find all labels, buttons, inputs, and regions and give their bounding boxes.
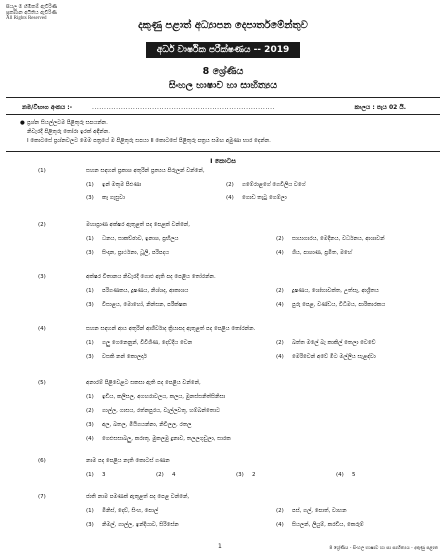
option-text: පුරු පෙළ, වණ්ඩය, විධිමය, පාරිකාරකය bbox=[292, 302, 386, 308]
option-number: (1) bbox=[86, 288, 94, 294]
answer-option[interactable] bbox=[86, 508, 158, 515]
bullet-icon: ● bbox=[20, 120, 25, 126]
question-number: (3) bbox=[38, 274, 46, 280]
option-number: (4) bbox=[226, 195, 234, 201]
option-number: (2) bbox=[276, 236, 284, 242]
answer-option[interactable] bbox=[276, 354, 376, 361]
question-number: (1) bbox=[38, 168, 46, 174]
option-number: (2) bbox=[226, 182, 234, 188]
answer-option[interactable] bbox=[276, 340, 376, 347]
option-text: 4 bbox=[172, 472, 176, 478]
option-text: දූෂණය, ශෝභාවක්ත, උත්සෑ, ආශ්‍රිතය bbox=[292, 288, 379, 294]
option-text: ගාල්ල, ගාසය, රත්නපුරය, වැල්ලවතු, හම්බන්තොට bbox=[102, 408, 220, 414]
option-text: සිංදාන, ප්‍රාර්ථනා, ධූලි, පරිපදය bbox=[102, 250, 170, 256]
option-text: ගමේරාළගේ ගෙවිලිය වගේ bbox=[242, 182, 306, 188]
question-text: මහාප්‍රාණ අක්ෂර ඇතුළත් පද පෙළක් වන්නේ, bbox=[86, 222, 191, 228]
answer-option[interactable] bbox=[276, 522, 364, 529]
option-number: (2) bbox=[276, 340, 284, 346]
question-number: (4) bbox=[38, 326, 46, 332]
question-text: සහන සඳහන් ප්‍රකාශ අතුරින් ප්‍රත්‍යය පිරුලන් වන්නේ, bbox=[86, 168, 205, 174]
answer-option[interactable] bbox=[86, 422, 192, 429]
option-number: (1) bbox=[86, 236, 94, 242]
question-text: නාම පද පෙළිය නැති කොටස් ගණන bbox=[86, 458, 170, 464]
option-text: ඉන් මතුම පිළුණා bbox=[102, 182, 142, 188]
answer-option[interactable] bbox=[226, 182, 306, 189]
instruction-text: I කොටසේ ප්‍රශ්නවලට මෙම පත්‍රයේ ම පිළිතුරු සපයා II කොටසේ පිළිතුරු පත්‍රය සමඟ අමුණා භාර දෙන්න. bbox=[27, 138, 271, 144]
answer-option[interactable] bbox=[86, 250, 169, 257]
option-number: (4) bbox=[276, 302, 284, 308]
copyright-line: සියලු ම හිමිකම් ඇවිරිණි bbox=[6, 4, 58, 10]
option-text: 5 bbox=[352, 472, 356, 478]
name-fill-line: ............................................................................ bbox=[92, 104, 275, 111]
question-number: (2) bbox=[38, 222, 46, 228]
answer-option[interactable] bbox=[276, 508, 347, 515]
answer-option[interactable] bbox=[236, 472, 256, 479]
answer-option[interactable] bbox=[276, 236, 385, 243]
option-text: කෑ ගැසුවා bbox=[102, 195, 125, 201]
footer-text: 8 ශ්‍රේණිය - සිංහල භාෂාව හා සා සාහිත්‍යය - දකුණු පළාත bbox=[329, 546, 438, 551]
section-title: I කොටස bbox=[210, 157, 236, 165]
answer-option[interactable] bbox=[86, 236, 179, 243]
option-text: ශිය, පාශාණ, ප්‍රමිත, මහේ bbox=[292, 250, 353, 256]
option-number: (4) bbox=[276, 522, 284, 528]
department-title: දකුණු පළාත් අධ්‍යාපන දෙපාර්තමේන්තුව bbox=[138, 20, 308, 31]
option-text: සායාගාරය, මෙදිනය, වර්ධනය, ආශාවන් bbox=[292, 236, 385, 242]
question-text: ජාති නාම පමණක් ඇතුළත් පද පෙළ වන්නේ, bbox=[86, 494, 190, 500]
option-number: (1) bbox=[86, 394, 94, 400]
instruction-item bbox=[20, 129, 110, 136]
option-number: (4) bbox=[276, 354, 284, 360]
option-number: (3) bbox=[86, 422, 94, 428]
option-number: (1) bbox=[86, 508, 94, 514]
option-number: (2) bbox=[86, 408, 94, 414]
answer-option[interactable] bbox=[276, 302, 385, 309]
option-number: (2) bbox=[276, 508, 284, 514]
answer-option[interactable] bbox=[226, 195, 287, 202]
answer-option[interactable] bbox=[86, 354, 147, 361]
option-text: ඉඩිය, කලිසල, අගහරාවලය, කලය, මුනස්සනිත්සිනිසා bbox=[102, 394, 226, 400]
page-number: 1 bbox=[218, 543, 222, 550]
time-allowed: කාලය : පැය 02 යි. bbox=[354, 104, 406, 111]
instruction-text: ප්‍රශ්න සියල්ලටම පිළිතුරු සපයන්න. bbox=[27, 120, 108, 126]
option-text: ගෙළුසසාබලු, කරාතු, මුකලමු දුනාව, තලලගුඩුලා, සාරක bbox=[102, 436, 231, 442]
copyright-line: ප්‍රකාශන අයිතිය ඇවිරිණි bbox=[6, 10, 57, 16]
divider bbox=[6, 97, 440, 98]
answer-option[interactable] bbox=[86, 436, 231, 443]
question-text: සහන සඳහන් ආය අතුරින් ආශීර්වාද ක්‍රියාපද ඇතුළත් පද පෙළිය තෝරන්න. bbox=[86, 326, 256, 332]
option-text: සියලන්, ලියුම්, කරඩිය, කෙරුම් bbox=[292, 522, 364, 528]
option-text: ධනය, සාකච්ඡාව, ඉනාශ, ප්‍රභිලය bbox=[102, 236, 179, 242]
instruction-item bbox=[20, 120, 108, 127]
grade-title: 8 ශ්‍රේණිය bbox=[202, 66, 244, 77]
name-label: නම/විභාග අංකය :- bbox=[22, 104, 73, 111]
answer-option[interactable] bbox=[86, 340, 192, 347]
option-text: බත්ත මලේ බැ කාකිල් තෙලා වෙවේ bbox=[292, 340, 376, 346]
question-text: අක්ෂර විතානය නිවැරදි ගොළු ඇති පද පෙළිය තෝරන්න. bbox=[86, 274, 216, 280]
subject-title: සිංහල භාෂාව හා සාහිත්‍යය bbox=[168, 80, 278, 91]
option-number: (1) bbox=[86, 182, 94, 188]
option-text: නිමල්, ගාල්ල, ඉන්දියාව, සිරිසේන bbox=[102, 522, 179, 528]
option-number: (1) bbox=[86, 472, 94, 478]
option-text: වසකි නන් කොලදාර් bbox=[102, 354, 147, 360]
option-number: (2) bbox=[156, 472, 164, 478]
divider bbox=[6, 114, 440, 115]
option-number: (3) bbox=[86, 302, 94, 308]
question-number: (7) bbox=[38, 494, 46, 500]
option-number: (4) bbox=[336, 472, 344, 478]
answer-option[interactable] bbox=[156, 472, 176, 479]
option-number: (3) bbox=[86, 250, 94, 256]
instruction-text: නිවැරදි පිළිතුරු තෝරා ඉරක් අඳින්න. bbox=[27, 129, 110, 135]
answer-option[interactable] bbox=[86, 302, 187, 309]
answer-option[interactable] bbox=[276, 250, 352, 257]
option-number: (4) bbox=[86, 436, 94, 442]
copyright-line: All Rights Reserved bbox=[6, 16, 47, 21]
option-number: (3) bbox=[236, 472, 244, 478]
instruction-item bbox=[20, 138, 271, 145]
answer-option[interactable] bbox=[86, 182, 141, 189]
answer-option[interactable] bbox=[86, 288, 188, 295]
answer-option[interactable] bbox=[86, 522, 179, 529]
option-text: පස්, ගල්, පොත්, වාහන bbox=[292, 508, 347, 514]
option-text: 3 bbox=[102, 472, 106, 478]
option-number: (3) bbox=[86, 522, 94, 528]
option-number: (2) bbox=[276, 288, 284, 294]
option-number: (3) bbox=[86, 354, 94, 360]
question-text: අනාරම් පිළිවෙළට සකසා ඇති පද පෙළිය වන්නේ, bbox=[86, 380, 201, 386]
option-text: මිනිස්, දෙව්, සිංහ, පොල් bbox=[102, 508, 159, 514]
option-text: අල, බතල, මියිගයන්නා, නිවිලල, රතල bbox=[102, 422, 192, 428]
answer-option[interactable] bbox=[336, 472, 356, 479]
question-number: (5) bbox=[38, 380, 46, 386]
answer-option[interactable] bbox=[86, 394, 225, 401]
option-text: ගලු ගෙනෙනුන්, විවිශීණ, දෙව්දිය වෙන bbox=[102, 340, 193, 346]
divider bbox=[6, 151, 440, 152]
option-number: (1) bbox=[86, 340, 94, 346]
option-number: (3) bbox=[86, 195, 94, 201]
option-text: විසාළය, මොහෝ, නින්සන, පරීක්ෂක bbox=[102, 302, 187, 308]
question-number: (6) bbox=[38, 458, 46, 464]
answer-option[interactable] bbox=[276, 288, 379, 295]
exam-banner: අර්ධ වාර්ෂික පරීක්ෂණය -- 2019 bbox=[146, 42, 300, 58]
answer-option[interactable] bbox=[86, 408, 220, 415]
option-text: පරිගණකය, දූෂණය, නිශ්ශද, ආකාශය bbox=[102, 288, 189, 294]
answer-option[interactable] bbox=[86, 195, 125, 202]
answer-option[interactable] bbox=[86, 472, 106, 479]
option-text: මෙරිවෙන් අවේ මිට මල්ලිය සැළඳ්වා bbox=[292, 354, 376, 360]
option-text: 2 bbox=[252, 472, 256, 478]
option-number: (4) bbox=[276, 250, 284, 256]
option-text: ගොඩ තැටු ගෙම්ලා bbox=[242, 195, 287, 201]
